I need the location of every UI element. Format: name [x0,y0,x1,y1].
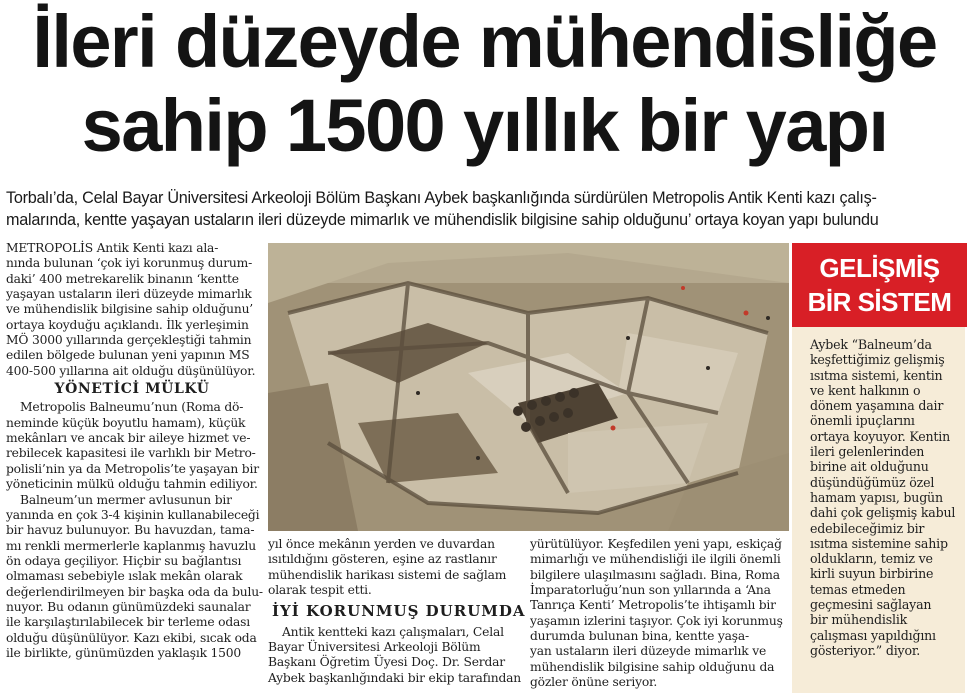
column2-paragraph-1 [268,537,518,598]
column1-paragraph-1 [6,241,258,379]
text-line: edebileceğimiz bir [810,520,925,536]
text-line: Aybek “Balneum’da [810,337,932,352]
sidebar-title-line-1: GELİŞMİŞ [819,253,940,283]
column1-paragraph-3 [6,492,263,662]
text-line: geçmesini sağlayan [810,597,932,613]
sidebar-title [792,243,967,327]
text-line: ön odaya geçiliyor. Hiçbir su bağlantısı [6,553,242,568]
text-line: Metropolis Balneumu’nun (Roma dö- [20,400,244,415]
text-line: yürütülüyor. Keşfedilen yeni yapı, eskiçağ [530,537,782,551]
text-line: keşfettiğimiz gelişmiş [810,352,945,368]
sidebar-title-line-2: BİR SİSTEM [807,287,952,317]
text-line: Balneum’un mermer avlusunun bir [20,492,232,507]
text-line: MÖ 3000 yıllarında gerçekleştiği tahmin [6,333,252,348]
text-line: temas etmeden [810,581,906,597]
text-line: olmaması sebebiyle ıslak mekân olarak [6,569,243,584]
text-line: edilen bölgede bulunan yeni yapının MS [6,348,250,363]
text-line: METROPOLİS Antik Kenti kazı ala- [6,241,219,255]
text-line: ısıtma sistemine sahip [810,535,948,551]
sidebar-text [810,337,965,658]
text-line: yaşamın izlerini taşıyor. Çok iyi korunmuş [530,613,783,628]
text-line: olarak tespit etti. [268,583,372,598]
text-line: Başkanı Öğretim Üyesi Doç. Dr. Serdar [268,655,505,670]
text-line: yöneticinin mülkü olduğu tahmin ediliyor. [6,477,258,492]
excavation-aerial-photo [268,243,789,531]
text-line: ortaya koyuyor. Kentin [810,428,951,444]
text-line: olduğu düşünülüyor. Kazı ekibi, sıcak oda [6,630,257,645]
text-line: düşündüğümüz özel [810,474,935,490]
headline-line-1: İleri düzeyde mühendisliğe [32,0,937,83]
text-line: önemli ipuçlarını [810,413,915,429]
text-line: bir havuz bulunuyor. Bu havuzdan, tama- [6,523,255,538]
deck-line-2: malarında, kentte yaşayan ustaların ileri düzeyde mimarlık ve mühendislik bilgisine sahip olduğunu’ ortaya koyan yapı bulundu [6,211,879,229]
text-line: kirli suyun birbirine [810,566,934,582]
text-line: mimarlığı ve mühendisliği ile ilgili önemli [530,552,781,567]
text-line: nuyor. Bu odanın günümüzdeki saunalar [6,599,251,614]
column1-paragraph-2 [6,400,258,492]
excavation-photo-drawing [268,243,789,531]
text-line: daki’ 400 metrekarelik binanın ‘kentte [6,271,239,286]
column3-paragraph-1 [530,537,782,690]
text-line: ortaya koyduğu açıklandı. İlk yerleşimin [6,317,249,332]
text-line: polisli’nin ya da Metropolis’te yaşayan bir [6,461,259,476]
text-line: mekânları ve ancak bir aileye hizmet ve- [6,431,251,446]
text-line: Antik kentteki kazı çalışmaları, Celal [282,624,504,639]
text-line: İmparatorluğu’nun son yıllarında a ‘Ana [530,583,771,598]
text-line: mı renkli mermerlerle kaplanmış havuzlu [6,538,256,553]
article-column-1 [6,241,263,661]
text-line: rebilecek kapasitesi ile varlıklı bir Metro- [6,446,256,461]
text-line: yanında en çok 3-4 kişinin kullanabileceği [6,507,260,522]
column2-paragraph-2 [268,624,521,686]
text-line: değerlendirilmeyen bir başka oda da bulu- [6,584,263,599]
subheading-iyi-korunmus: İYİ KORUNMUŞ DURUMDA [272,602,526,621]
text-line: yıl önce mekânın yerden ve duvardan [268,537,495,551]
text-line: oldukların, temiz ve [810,551,933,567]
text-line: mühendislik bilgisine sahip olduğunu da [530,659,775,674]
text-line: nında bulunan ‘çok iyi korunmuş durum- [6,256,253,271]
text-line: durumda bulunan bina, kentte yaşa- [530,629,749,644]
text-line: yaşayan ustaların ileri düzeyde mimarlık [6,287,252,302]
subheading-yonetici-mulku: YÖNETİCİ MÜLKÜ [54,381,210,398]
text-line: bir mühendislik [810,612,908,628]
text-line: çalışması yapıldığını [810,627,936,643]
text-line: Tanrıça Kenti’ Metropolis’te ihtişamlı bir [530,598,776,613]
text-line: bilgilere ulaşılmasını sağladı. Bina, Roma [530,567,780,582]
headline-line-2: sahip 1500 yıllık bir yapı [81,84,888,167]
text-line: ısıtıldığını gösteren, eşine az rastlanır [268,552,497,567]
text-line: dahi çok gelişmiş kabul [810,505,956,521]
sidebar-box [790,243,965,693]
text-line: yan ustaların ileri düzeyde mimarlık ve [530,644,767,659]
text-line: ile karşılaştırılabilecek bir terleme odası [6,615,251,630]
text-line: mühendislik harikası sistemi de sağlam [268,567,507,582]
text-line: birine ait olduğunu [810,459,929,475]
text-line: ile birlikte, günümüzden yaklaşık 1500 [6,645,242,660]
text-line: gözler önüne seriyor. [530,675,658,690]
deck-line-1: Torbalı’da, Celal Bayar Üniversitesi Arkeoloji Bölüm Başkanı Aybek başkanlığında sürdürülen Metropolis Antik Kenti kazı çalış- [6,189,877,207]
text-line: ve kent halkının o [810,382,921,398]
headline [0,0,969,182]
deck [6,187,964,231]
text-line: hamam yapısı, bugün [810,489,943,505]
text-line: ileri gelenlerinden [810,444,925,460]
text-line: ve mühendislik bilgisine sahip olduğunu’ [6,302,254,317]
text-line: neminde küçük boyutlu hamam), küçük [6,415,246,430]
text-line: 400-500 yıllarına ait olduğu düşünülüyor. [6,363,256,378]
text-line: dönem yaşamına dair [810,398,944,414]
article-column-2 [268,537,526,686]
text-line: ısıtma sistemi, kentin [810,367,943,383]
article-column-3 [530,537,782,690]
text-line: Aybek başkanlığındaki bir ekip tarafından [268,670,521,685]
text-line: Bayar Üniversitesi Arkeoloji Bölüm [268,640,481,655]
text-line: gösteriyor.” diyor. [810,642,921,658]
